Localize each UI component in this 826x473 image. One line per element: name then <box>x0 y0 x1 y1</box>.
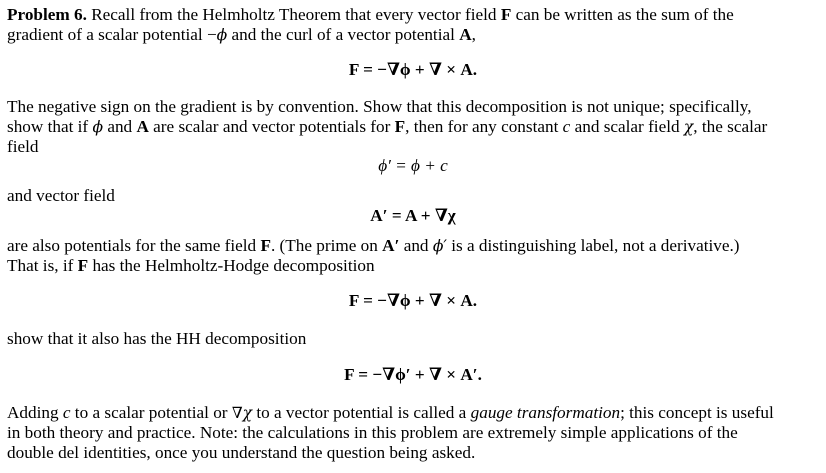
paragraph-line-5: field <box>7 137 39 156</box>
symbol-F: F <box>260 236 271 255</box>
text-run: , then for any constant <box>405 117 563 136</box>
text-run: Adding <box>7 403 63 422</box>
paragraph-line-9: show that it also has the HH decomposition <box>7 329 307 348</box>
text-run: can be written as the sum of the <box>511 5 734 24</box>
symbol-A: A <box>136 117 149 136</box>
text-run: and the curl of a vector potential <box>227 25 460 44</box>
text-run: . (The prime on <box>270 236 383 255</box>
text-run: show that if <box>7 117 93 136</box>
symbol-F: F <box>394 117 406 136</box>
equation-text: A′ = A + ∇χ <box>370 206 456 225</box>
text-run: , the scalar <box>693 117 768 136</box>
text-run: , <box>471 25 476 44</box>
symbol-phi: ϕ <box>216 26 228 44</box>
symbol-A-prime: A′ <box>382 236 400 255</box>
equation-A-prime <box>0 206 826 226</box>
text-run: are scalar and vector potentials for <box>148 117 395 136</box>
paragraph-line-3: The negative sign on the gradient is by convention. Show that this decomposition is not unique; specifically, <box>7 97 752 116</box>
problem-line-1 <box>7 5 734 25</box>
problem-line-2 <box>7 25 476 45</box>
equation-text: F = −∇ϕ + ∇ × A. <box>348 291 478 310</box>
symbol-grad-chi: ∇χ <box>231 404 253 422</box>
paragraph-line-8 <box>7 256 375 276</box>
equation-helmholtz <box>0 60 826 80</box>
paragraph-line-6: and vector field <box>7 186 115 205</box>
symbol-c: c <box>562 117 571 136</box>
text-run: and <box>399 236 433 255</box>
text-run: are also potentials for the same field <box>7 236 261 255</box>
problem-label: Problem 6. <box>7 5 87 24</box>
symbol-phi: ϕ <box>92 118 104 136</box>
term-gauge-transformation: gauge transformation <box>470 403 621 422</box>
symbol-phi-prime: ϕ′ <box>432 237 447 255</box>
symbol-chi: χ <box>683 118 694 136</box>
text-run: That is, if <box>7 256 78 275</box>
text-run: to a vector potential is called a <box>252 403 471 422</box>
symbol-A: A <box>459 25 472 44</box>
text-run: gradient of a scalar potential − <box>7 25 217 44</box>
text-run: and scalar field <box>570 117 684 136</box>
equation-text: F = −∇ϕ + ∇ × A. <box>348 60 478 79</box>
paragraph-line-11: in both theory and practice. Note: the calculations in this problem are extremely simple applications of the <box>7 423 738 442</box>
paragraph-line-10 <box>7 403 774 423</box>
equation-hh-decomposition-primed <box>0 365 826 385</box>
symbol-F: F <box>77 256 89 275</box>
equation-phi-prime: ϕ′ = ϕ + c <box>378 156 448 175</box>
text-run: has the Helmholtz-Hodge decomposition <box>88 256 375 275</box>
text-run: Recall from the Helmholtz Theorem that every vector field <box>86 5 501 24</box>
text-run: is a distinguishing label, not a derivative.) <box>446 236 740 255</box>
text-run: ; this concept is useful <box>620 403 774 422</box>
paragraph-line-4 <box>7 117 767 137</box>
paragraph-line-12: double del identities, once you understand the question being asked. <box>7 443 476 462</box>
equation-text: F = −∇ϕ′ + ∇ × A′. <box>344 365 482 384</box>
symbol-F: F <box>500 5 512 24</box>
text-run: to a scalar potential or <box>70 403 232 422</box>
symbol-c: c <box>62 403 71 422</box>
paragraph-line-7 <box>7 236 740 256</box>
equation-hh-decomposition <box>0 291 826 311</box>
text-run: and <box>103 117 137 136</box>
